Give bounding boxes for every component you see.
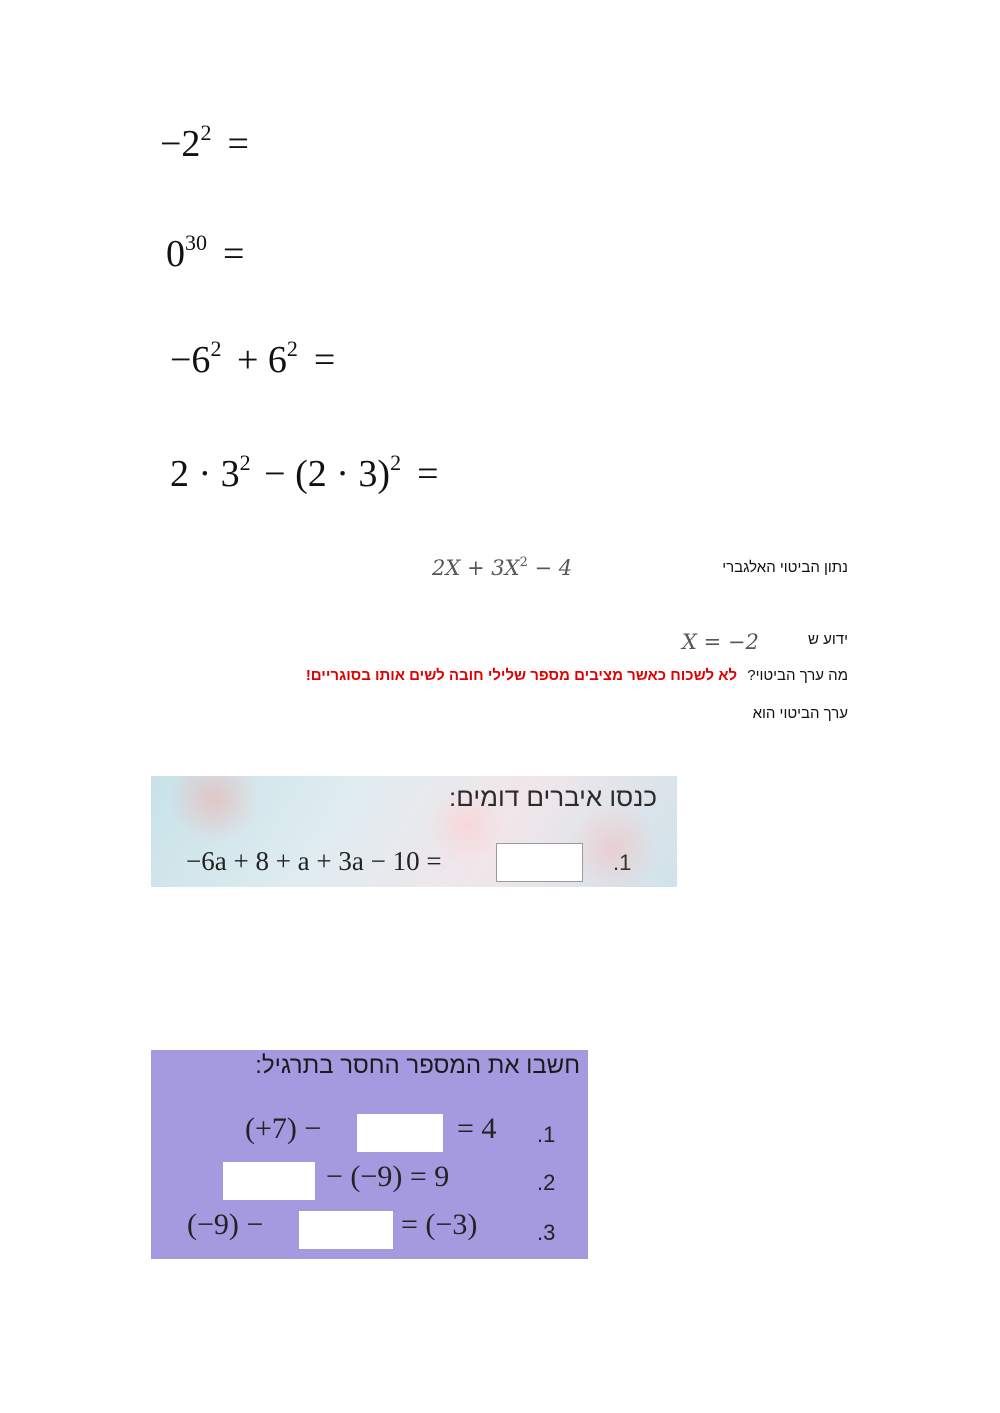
missing-number-row-1-number: .1 [537,1122,556,1147]
exercise-3 [170,338,335,382]
exercise-3-equals: = [313,339,336,381]
combine-like-terms-expression: −6a + 8 + a + 3a − 10 = [186,846,442,876]
exercise-4 [170,452,439,496]
answer-label: ערך הביטוי הוא [752,705,848,722]
exercise-2-base: 0 [166,233,185,275]
exercise-4-exponent-b: 2 [390,450,402,475]
known-value: X = −2 [682,630,759,654]
exercise-3-exponent-b: 2 [286,336,298,361]
missing-number-title: חשבו את המספר החסר בתרגיל: [255,1052,580,1079]
exercise-1 [160,122,249,166]
algebraic-expression [432,556,572,580]
exercise-4-term-a: 2 · 3 [170,453,240,495]
missing-number-row-3-number: .3 [537,1220,556,1245]
exercise-3-exponent-a: 2 [210,336,222,361]
missing-number-row-1-right: = 4 [457,1112,497,1145]
exercise-1-equals: = [227,123,249,165]
missing-number-row-3-left: (−9) − [187,1208,264,1241]
known-label: ידוע ש [808,631,848,648]
exercise-1-base: −2 [160,123,201,165]
exercise-4-exponent-a: 2 [239,450,251,475]
exercise-2 [166,232,244,276]
algebraic-expression-exponent: 2 [519,555,528,570]
missing-number-row-1-left: (+7) − [245,1112,322,1145]
combine-like-terms-number: .1 [613,850,632,875]
combine-like-terms-title: כנסו איברים דומים: [449,782,657,812]
missing-number-row-1-input[interactable] [357,1114,443,1152]
exercise-4-equals: = [417,453,439,495]
missing-number-panel [151,1050,588,1259]
exercise-3-term-b: + 6 [236,339,287,381]
missing-number-row-3-input[interactable] [299,1211,393,1249]
algebraic-expression-main: 2X + 3X [432,556,520,580]
missing-number-row-2-number: .2 [537,1170,556,1195]
warning-text: לא לשכוח כאשר מציבים מספר שלילי חובה לשים אותו בסוגריים! [305,667,738,684]
question-text: מה ערך הביטוי? [747,667,848,684]
combine-like-terms-panel [151,776,677,887]
missing-number-row-3-right: = (−3) [401,1208,478,1241]
given-expression-label: נתון הביטוי האלגברי [722,559,848,576]
combine-like-terms-answer-input[interactable] [496,843,583,882]
question-line [306,667,848,684]
exercise-4-term-b: − (2 · 3) [264,453,391,495]
algebraic-expression-constant: − 4 [527,556,573,580]
missing-number-row-2-left: − (−9) = 9 [326,1160,450,1193]
exercise-3-term-a: −6 [170,339,211,381]
exercise-1-exponent: 2 [200,120,212,145]
exercise-2-equals: = [223,233,245,275]
exercise-2-exponent: 30 [185,230,207,255]
missing-number-row-2-input[interactable] [223,1162,315,1200]
